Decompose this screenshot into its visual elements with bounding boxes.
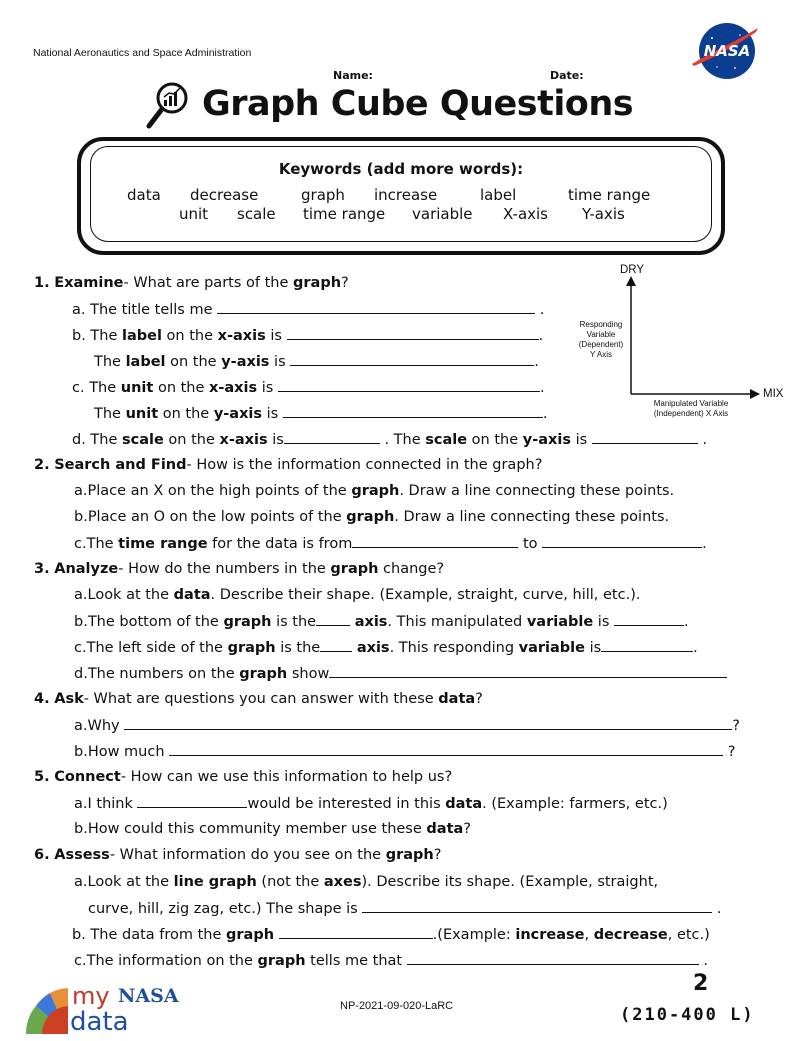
y-axis-description: Responding Variable (Dependent) Y Axis (578, 320, 624, 359)
q6-a2: curve, hill, zig zag, etc.) The shape is . (88, 901, 722, 917)
answer-line[interactable] (407, 952, 699, 965)
answer-line[interactable] (614, 613, 684, 626)
magnifier-chart-icon (146, 80, 190, 130)
question-2-heading: 2. Search and Find- How is the information connected in the graph? (34, 457, 543, 473)
my-nasa-data-logo (22, 978, 192, 1034)
keywords-title: Keywords (add more words): (278, 160, 524, 178)
keyword: unit (179, 205, 209, 223)
answer-line[interactable] (169, 743, 723, 756)
keyword: graph (301, 186, 345, 204)
question-5-heading: 5. Connect- How can we use this information to help us? (34, 769, 453, 785)
logo-my-text: my (72, 982, 110, 1010)
answer-line[interactable] (316, 613, 350, 626)
question-4-heading: 4. Ask- What are questions you can answer with these data? (34, 691, 483, 707)
x-axis-label: MIX (763, 388, 784, 400)
q1-b2: The label on the y-axis is . (94, 354, 539, 370)
q1-c2: The unit on the y-axis is . (94, 406, 548, 422)
keyword: variable (412, 205, 473, 223)
q1-b: b. The label on the x-axis is . (72, 328, 544, 344)
logo-data-text: data (70, 1007, 129, 1034)
answer-line[interactable] (278, 379, 540, 392)
answer-line[interactable] (290, 353, 534, 366)
q4-b: b.How much ? (74, 744, 736, 760)
answer-line[interactable] (279, 926, 433, 939)
lexile-range: (210-400 L) (620, 1005, 755, 1025)
question-6-heading: 6. Assess- What information do you see on the graph? (34, 847, 442, 863)
y-axis-label: DRY (620, 264, 645, 276)
answer-line[interactable] (124, 717, 732, 730)
answer-line[interactable] (217, 301, 535, 314)
page-number: 2 (693, 971, 709, 996)
q3-c: c.The left side of the graph is the axis. This responding variable is . (74, 640, 698, 656)
name-label: Name: (333, 69, 373, 82)
answer-line[interactable] (320, 639, 352, 652)
logo-nasa-text: NASA (118, 985, 179, 1007)
q3-a: a.Look at the data. Describe their shape. (Example, straight, curve, hill, etc.). (74, 587, 641, 603)
q2-b: b.Place an O on the low points of the graph. Draw a line connecting these points. (74, 509, 670, 525)
answer-line[interactable] (362, 900, 712, 913)
answer-line[interactable] (329, 665, 727, 678)
answer-line[interactable] (592, 431, 698, 444)
answer-line[interactable] (283, 405, 543, 418)
answer-line[interactable] (137, 795, 247, 808)
date-label: Date: (550, 69, 584, 82)
answer-line[interactable] (601, 639, 693, 652)
x-axis-description: Manipulated Variable (Independent) X Axis (653, 399, 729, 418)
answer-line[interactable] (284, 431, 380, 444)
q6-b: b. The data from the graph .(Example: increase, decrease, etc.) (72, 927, 710, 943)
q2-c: c.The time range for the data is from to . (74, 536, 707, 552)
agency-name: National Aeronautics and Space Administration (33, 47, 252, 59)
keyword: decrease (190, 186, 259, 204)
answer-line[interactable] (287, 327, 539, 340)
answer-line[interactable] (542, 535, 702, 548)
q1-d: d. The scale on the x-axis is . The scale on the y-axis is . (72, 432, 707, 448)
q1-a: a. The title tells me . (72, 302, 545, 318)
keyword: increase (374, 186, 438, 204)
answer-line[interactable] (352, 535, 518, 548)
q6-c: c.The information on the graph tells me that . (74, 953, 708, 969)
keyword: Y-axis (582, 205, 625, 223)
q2-a: a.Place an X on the high points of the graph. Draw a line connecting these points. (74, 483, 675, 499)
q5-b: b.How could this community member use these data? (74, 821, 471, 837)
page-title: Graph Cube Questions (202, 84, 634, 124)
keyword: X-axis (503, 205, 548, 223)
q3-d: d.The numbers on the graph show (74, 665, 727, 682)
keyword: time range (568, 186, 651, 204)
q6-a: a.Look at the line graph (not the axes). Describe its shape. (Example, straight, (74, 874, 659, 890)
question-1-heading: 1. Examine- What are parts of the graph? (34, 275, 349, 291)
keyword: scale (237, 205, 276, 223)
nasa-meatball-logo (690, 20, 760, 82)
document-id: NP-2021-09-020-LaRC (340, 1000, 454, 1012)
q1-c: c. The unit on the x-axis is . (72, 380, 545, 396)
keyword: time range (303, 205, 386, 223)
nasa-logo-text: NASA (703, 42, 751, 60)
keyword: label (480, 186, 517, 204)
q5-a: a.I think would be interested in this data. (Example: farmers, etc.) (74, 796, 668, 812)
question-3-heading: 3. Analyze- How do the numbers in the graph change? (34, 561, 445, 577)
q4-a: a.Why ? (74, 718, 740, 734)
keyword: data (127, 186, 161, 204)
q3-b: b.The bottom of the graph is the axis. This manipulated variable is . (74, 614, 689, 630)
